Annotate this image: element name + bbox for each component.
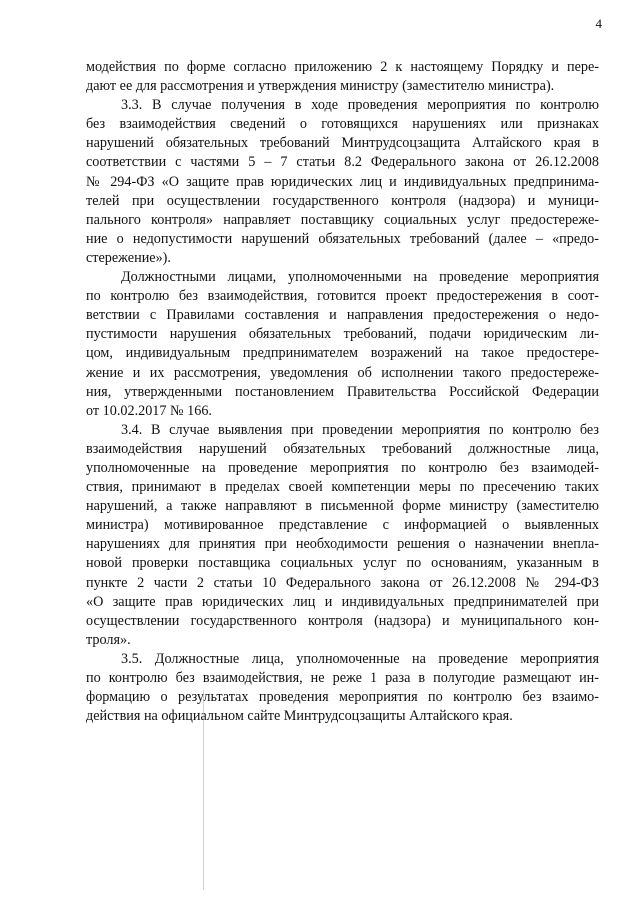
text-line: взаимодействия нарушений обязательных требований должностные лица,	[86, 440, 599, 457]
text-line: без взаимодействия сведений о готовящихся нарушениях или признаках	[86, 116, 599, 133]
text-line: по контролю без взаимодействия, не реже 1 раза в полугодие размещают ин-	[86, 670, 599, 686]
text-line: стережение»).	[86, 249, 171, 266]
text-line: жение и их рассмотрения, уведомления об исполнении такого предостереже-	[86, 364, 599, 381]
paragraph-officials	[86, 268, 599, 421]
text-line: осуществлении государственного контроля (надзора) и муниципального кон-	[86, 612, 599, 629]
text-line: модействия по форме согласно приложению 2 к настоящему Порядку и пере-	[86, 59, 599, 75]
text-line: действия на официальном сайте Минтрудсоцзащиты Алтайского края.	[86, 708, 513, 725]
text-line: ветствии с Правилами составления и направления предостережения о недо-	[86, 307, 599, 324]
text-line: пального контроля» направляет поставщику социальных услуг предостереже-	[86, 211, 599, 228]
text-line: дают ее для рассмотрения и утверждения министру (заместителю министра).	[86, 78, 555, 95]
text-line: ние о недопустимости нарушений обязательных требований (далее – «предо-	[86, 230, 599, 247]
text-line: № 294-ФЗ «О защите прав юридических лиц и индивидуальных предпринима-	[86, 173, 599, 190]
text-line: пункте 2 части 2 статьи 10 Федерального закона от 26.12.2008 № 294-ФЗ	[86, 574, 599, 591]
text-line: 3.3. В случае получения в ходе проведения мероприятия по контролю	[121, 97, 599, 114]
text-line: троля».	[86, 631, 131, 648]
text-line: цом, индивидуальным предпринимателем возражений на такое предостере-	[86, 345, 599, 362]
text-line: уполномоченные на проведение мероприятия по контролю без взаимодей-	[86, 459, 599, 476]
text-line: формацию о результатах проведения мероприятия по контролю без взаимо-	[86, 689, 599, 706]
text-line: соответствии с частями 5 – 7 статьи 8.2 Федерального закона от 26.12.2008	[86, 154, 599, 171]
text-line: 3.4. В случае выявления при проведении мероприятия по контролю без	[121, 421, 599, 438]
text-line: нарушениях для принятия при необходимости решения о назначении внепла-	[86, 536, 599, 553]
text-line: «О защите прав юридических лиц и индивидуальных предпринимателей при	[86, 593, 599, 610]
paragraph-3-3	[86, 96, 599, 268]
paragraph-3-5	[86, 650, 599, 726]
text-line: телей при осуществлении государственного контроля (надзора) и муници-	[86, 192, 599, 209]
scan-artifact-line	[203, 690, 204, 890]
text-line: нарушений обязательных требований Минтрудсоцзащита Алтайского края в	[86, 135, 599, 152]
text-line: новой проверки поставщика социальных услуг по основаниям, указанным в	[86, 555, 599, 572]
text-line: ния, утвержденными постановлением Правительства Российской Федерации	[86, 383, 599, 400]
page-number: 4	[595, 16, 602, 31]
text-line: ствия, принимают в пределах своей компетенции меры по пресечению таких	[86, 479, 599, 496]
paragraph-3-4	[86, 421, 599, 650]
text-line: пустимости нарушения обязательных требований, подачи юридическим ли-	[86, 326, 599, 343]
text-line: по контролю без взаимодействия, готовится проект предостережения в соот-	[86, 288, 599, 305]
text-line: от 10.02.2017 № 166.	[86, 402, 212, 419]
text-line: нарушений, а также направляют в письменной форме министру (заместителю	[86, 498, 599, 515]
text-line: 3.5. Должностные лица, уполномоченные на проведение мероприятия	[121, 650, 599, 667]
text-line: министра) мотивированное представление с информацией о выявленных	[86, 517, 599, 534]
paragraph-continuation	[86, 58, 599, 96]
text-line: Должностными лицами, уполномоченными на проведение мероприятия	[121, 269, 599, 286]
document-body	[86, 58, 599, 726]
